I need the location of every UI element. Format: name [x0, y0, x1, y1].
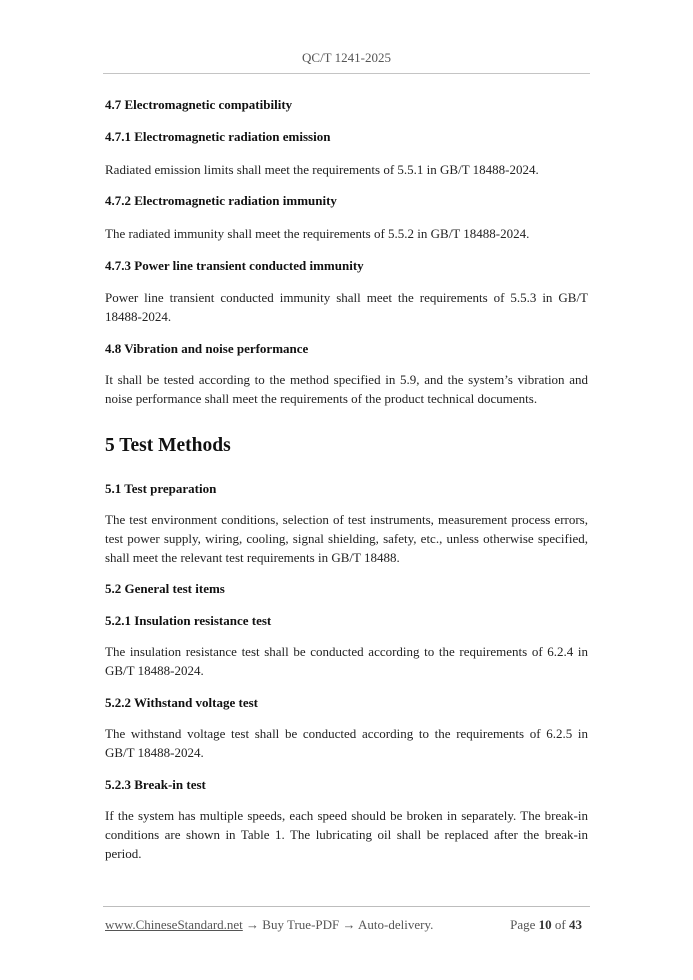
paragraph-4-8: It shall be tested according to the method specified in 5.9, and the system’s vibration and noise performance shall meet the requirements of the product technical documents.: [105, 372, 588, 406]
paragraph-5-2-1: The insulation resistance test shall be conducted according to the requirements of 6.2.4 in GB/T 18488-2024.: [105, 644, 588, 678]
arrow-right-icon: →: [242, 917, 263, 932]
page-of-label: of: [554, 917, 566, 932]
chinesestandard-link[interactable]: www.ChineseStandard.net: [105, 917, 243, 932]
heading-4-7: 4.7 Electromagnetic compatibility: [105, 97, 293, 112]
paragraph-4-7-2: The radiated immunity shall meet the requirements of 5.5.2 in GB/T 18488-2024.: [105, 226, 530, 241]
paragraph-4-7-1: Radiated emission limits shall meet the requirements of 5.5.1 in GB/T 18488-2024.: [105, 162, 539, 177]
footer-promo: [105, 917, 433, 933]
heading-4-7-2: 4.7.2 Electromagnetic radiation immunity: [105, 193, 337, 208]
page-label: Page: [510, 917, 536, 932]
page-number: [510, 917, 582, 933]
heading-5-2-2: 5.2.2 Withstand voltage test: [105, 695, 258, 710]
page-header: [103, 50, 590, 66]
heading-5-2-3: 5.2.3 Break-in test: [105, 777, 206, 792]
auto-delivery-text: Auto-delivery.: [358, 917, 434, 932]
heading-5: 5 Test Methods: [105, 435, 231, 456]
footer-divider: [103, 906, 590, 907]
heading-5-2: 5.2 General test items: [105, 581, 225, 596]
document-code: QC/T 1241-2025: [302, 50, 391, 65]
heading-5-2-1: 5.2.1 Insulation resistance test: [105, 613, 272, 628]
paragraph-4-7-3: Power line transient conducted immunity shall meet the requirements of 5.5.3 in GB/T 18488-2024.: [105, 290, 588, 324]
current-page: 10: [538, 917, 552, 932]
buy-true-pdf-text: Buy True-PDF: [262, 917, 340, 932]
heading-5-1: 5.1 Test preparation: [105, 481, 217, 496]
arrow-right-icon: →: [339, 917, 359, 932]
paragraph-5-2-2: The withstand voltage test shall be conducted according to the requirements of 6.2.5 in GB/T 18488-2024.: [105, 726, 588, 760]
heading-4-7-3: 4.7.3 Power line transient conducted immunity: [105, 258, 364, 273]
paragraph-5-2-3: If the system has multiple speeds, each speed should be broken in separately. The break-in conditions are shown in Table 1. The lubricating oil shall be replaced after the break-in period.: [105, 808, 588, 861]
heading-4-8: 4.8 Vibration and noise performance: [105, 341, 309, 356]
heading-4-7-1: 4.7.1 Electromagnetic radiation emission: [105, 129, 331, 144]
total-pages: 43: [569, 917, 582, 932]
paragraph-5-1: The test environment conditions, selection of test instruments, measurement process errors, test power supply, wiring, cooling, signal shielding, safety, etc., unless otherwise specified, shall meet the relevant test requirements in GB/T 18488.: [105, 512, 588, 565]
header-divider: [103, 73, 590, 74]
